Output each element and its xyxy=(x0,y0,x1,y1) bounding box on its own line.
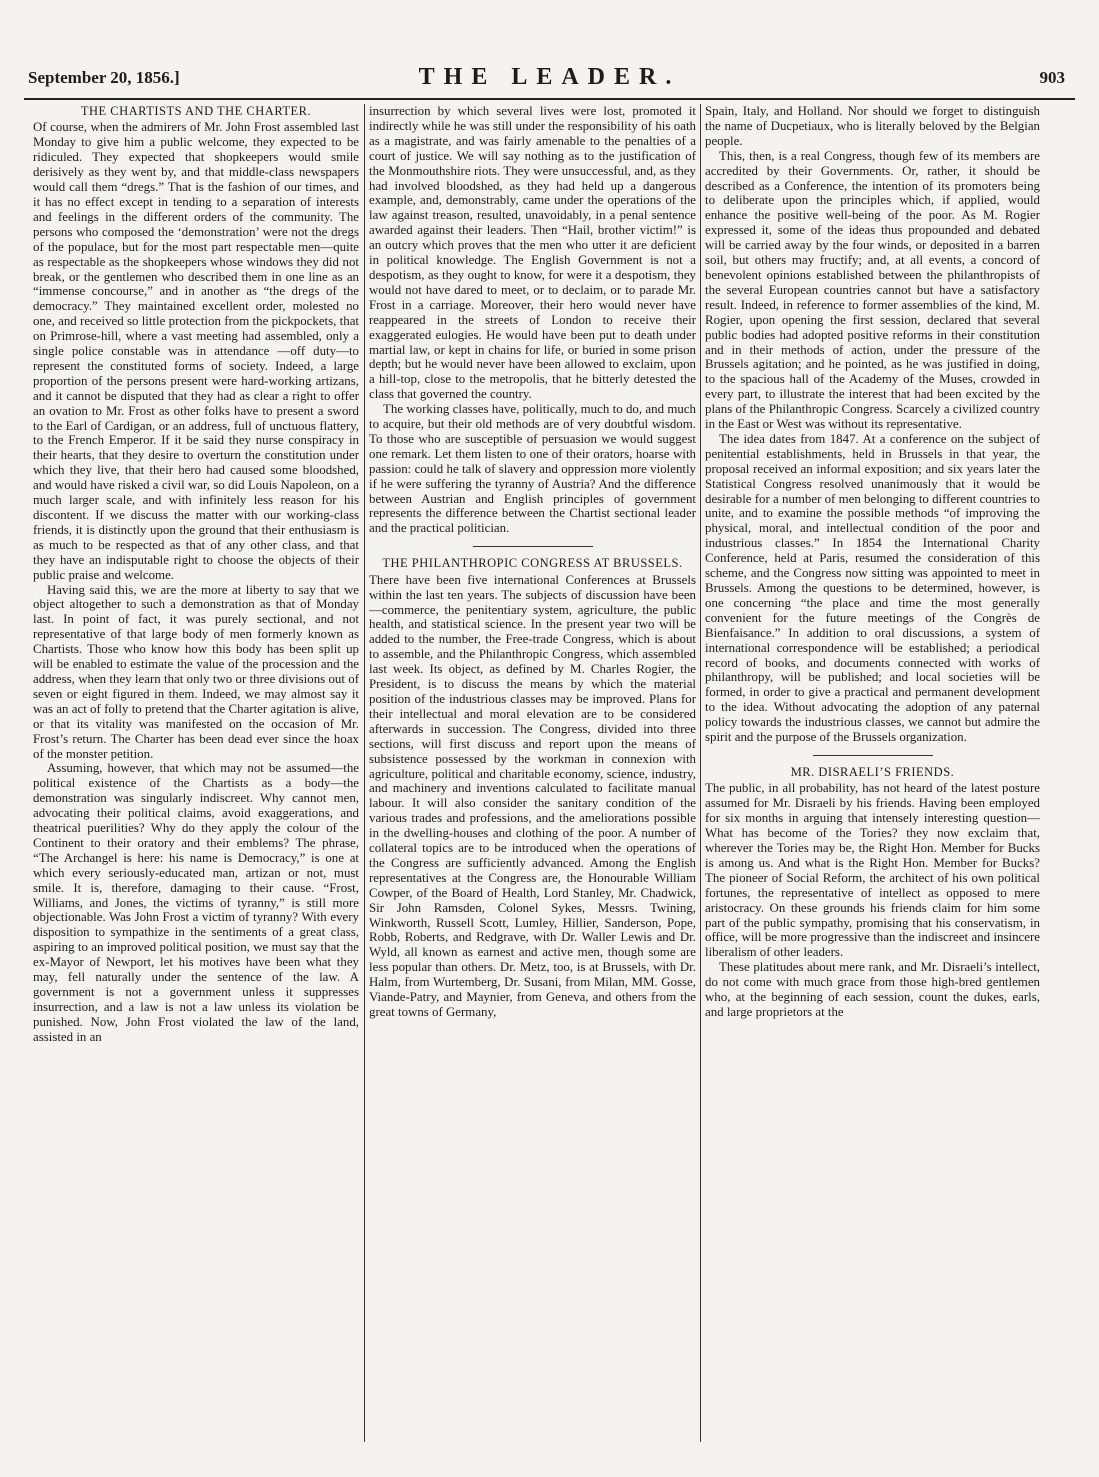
page-number: 903 xyxy=(1039,68,1065,87)
article-paragraph: There have been five international Conferences at Brussels within the last ten years. The subjects of discussion have been—commerce, the penitentiary system, agriculture, the public health, and statistical science. In the present year two will be added to the number, the Free-trade Congress, which is about to assemble, and the Philanthropic Congress, which assembled last week. Its object, as defined by M. Charles Rogier, the President, is to discuss the means by which the material position of the industrious classes may be improved. Plans for their intellectual and moral elevation are to be considered afterwards in succession. The Congress, divided into three sections, will first discuss and report upon the means of subsistence possessed by the workman in connexion with agriculture, political and charitable economy, science, industry, and machinery and inventions calculated to facilitate manual labour. It will also consider the sanitary condition of the various trades and professions, and the ameliorations possible in the dwelling-houses and clothing of the poor. A number of collateral topics are to be introduced when the operations of the Congress are sufficiently advanced. Among the English representatives at the Congress are, the Honourable William Cowper, of the Board of Health, Lord Stanley, Mr. Chadwick, Sir John Ramsden, Colonel Sykes, Messrs. Twining, Winkworth, Russell Scott, Lumley, Hillier, Sanderson, Pope, Robb, Roberts, and Redgrave, with Dr. Waller Lewis and Dr. Wyld, all known as earnest and active men, though some are less popular than others. Dr. Metz, too, is at Brussels, with Dr. Halm, from Wurtemberg, Dr. Susani, from Milan, MM. Gosse, Viande-Patry, and Maynier, from Geneva, and others from the great towns of Germany, xyxy=(369,572,696,1019)
article-headline: THE CHARTISTS AND THE CHARTER. xyxy=(80,104,312,118)
article-paragraph: These platitudes about mere rank, and Mr. Disraeli’s intellect, do not come with much grace from those high-bred gentlemen who, at the beginning of each session, count the dukes, earls, and large proprietors at the xyxy=(705,960,1040,1019)
article-headline: THE PHILANTHROPIC CONGRESS AT BRUSSELS. xyxy=(382,556,683,571)
column-3 xyxy=(705,104,1040,1442)
article-paragraph: Having said this, we are the more at liberty to say that we object altogether to such a demonstration as that of Monday last. In point of fact, it was purely sectional, and not representative of that large body of men formerly known as Chartists. Those who know how this body has been split up will be enabled to estimate the value of the procession and the address, when they learn that only two or three divisions out of seven or eight figured in them. Indeed, we may almost say it was an act of folly to pretend that the Charter agitation is alive, or that its vitality was manifested on the occasion of Mr. Frost’s return. The Charter has been dead ever since the hoax of the monster petition. xyxy=(33,582,359,761)
masthead-title: THE LEADER. xyxy=(418,64,681,90)
article-paragraph: insurrection by which several lives were lost, promoted it indirectly while he was still under the responsibility of his oath as a magistrate, and was fairly amenable to the penalties of a court of justice. We will say nothing as to the justification of the Monmouthshire riots. They were unsuccessful, and, as they had involved bloodshed, as they had held up a dangerous example, and, demonstrably, came under the operations of the law against treason, resulted, unavoidably, in a penal sentence awarded against their leaders. Then “Hail, brother victim!” is an outcry which proves that the men who utter it are deficient in political knowledge. The English Government is not a despotism, as they ought to know, for were it a despotism, they would not have dared to meet, or to declaim, or to parade Mr. Frost in a carriage. Moreover, their hero would never have reappeared in the streets of London to receive their exaggerated eulogies. He would have been put to death under martial law, or kept in chains for life, or buried in some prison depth; but he would never have been allowed to exclaim, upon a hill-top, close to the metropolis, that he bitterly detested the class that governed the country. xyxy=(369,104,696,402)
issue-date: September 20, 1856.] xyxy=(28,68,180,87)
article-paragraph: The idea dates from 1847. At a conference on the subject of penitential establishments, held in Brussels in that year, the proposal received an informal exposition; and six years later the Statistical Congress resolved unanimously that it would be desirable for a number of men belonging to different countries to unite, and to examine the possible methods “of improving the physical, moral, and intellectual condition of the poor and industrious classes.” In 1854 the International Charity Conference, held at Paris, resumed the consideration of this scheme, and the Congress now sitting was appointed to meet in Brussels. Among the questions to be determined, however, is one concerning “the place and time the most generally convenient for the future meetings of the Congrès de Bienfaisance.” In addition to oral discussions, a system of international correspondence will be established; a periodical record of books, and documents connected with works of philanthropy, will be published; and local societies will be formed, in order to give a practical and permanent development to the idea. Without advocating the adoption of any paternal policy towards the industrious classes, we cannot but admire the spirit and the purpose of the Brussels organization. xyxy=(705,431,1040,745)
page-header xyxy=(24,62,1075,100)
column-rule xyxy=(700,104,701,1442)
article-headline: MR. DISRAELI’S FRIENDS. xyxy=(790,764,955,779)
article-paragraph: The working classes have, politically, much to do, and much to acquire, but their old methods are of very doubtful wisdom. To those who are susceptible of persuasion we would suggest one remark. Let them listen to one of their orators, hoarse with passion: could he talk of slavery and oppression more violently if he were suffering the tyranny of Austria? And the difference between Austrian and English principles of government represents the difference between the Chartist sectional leader and the practical politician. xyxy=(369,402,696,536)
article-paragraph: Assuming, however, that which may not be assumed—the political existence of the Chartists as a body—the demonstration was singularly indiscreet. Why cannot men, advocating their political claims, avoid exaggerations, and theatrical puerilities? Why do they apply the colour of the Continent to their oratory and their emblems? The phrase, “The Archangel is here: his name is Democracy,” is one at which every seriously-educated man, artizan or not, must smile. It is, therefore, damaging to their cause. “Frost, Williams, and Jones, the victims of tyranny,” is still more objectionable. Was John Frost a victim of tyranny? With every disposition to sympathize in the sentiments of a great class, aspiring to an improved political position, we must say that the ex-Mayor of Newport, let his motives have been what they may, fell naturally under the sentence of the law. A government is not a government unless it suppresses insurrection, and a law is not a law unless its violation be punished. Now, John Frost violated the law of the land, assisted in an xyxy=(33,761,359,1044)
article-paragraph: This, then, is a real Congress, though few of its members are accredited by their Governments. Or, rather, it should be described as a Conference, the intention of its promoters being to deliberate upon the principles which, if applied, would enhance the positive well-being of the poor. As M. Rogier expressed it, some of the ideas thus propounded and debated will be carried away by the four winds, or deposited in a barren soil, but others may fructify; and, at all events, a concord of benevolent opinions established between the philanthropists of the several European countries cannot but have a satisfactory result. Indeed, in reference to former assemblies of the kind, M. Rogier, upon opening the first session, declared that several public bodies had adopted positive reforms in their constitution and in their methods of action, under the pressure of the Brussels agitation; and he pointed, as he was justified in doing, to the spacious hall of the Academy of the Muses, crowded in every part, to illustrate the interest that had been excited by the plans of the Philanthropic Congress. Scarcely a civilized country in the East or West was without its representative. xyxy=(705,148,1040,432)
column-1 xyxy=(33,104,359,1442)
section-divider xyxy=(473,546,593,547)
column-2 xyxy=(369,104,696,1442)
section-divider xyxy=(813,755,933,756)
article-paragraph: Spain, Italy, and Holland. Nor should we forget to distinguish the name of Ducpetiaux, who is literally beloved by the Belgian people. xyxy=(705,104,1040,148)
article-paragraph: Of course, when the admirers of Mr. John Frost assembled last Monday to give him a public welcome, they expected to be ridiculed. They expected that shopkeepers would smile derisively as they went by, and that middle-class newspapers would call them “dregs.” That is the fashion of our times, and it has no effect except in tending to a separation of interests and feelings in the different orders of the community. The persons who composed the ‘demonstration’ were not the dregs of the populace, but for the most part respectable men—quite as respectable as the shopkeepers whose windows they did not break, or the gentlemen who described them in one line as an “immense concourse,” and in another as “the dregs of the democracy.” They maintained excellent order, molested no one, and received so little protection from the pickpockets, that on Primrose-hill, where a vast meeting had assembled, only a single police constable was in attendance —off duty—to represent the constituted forms of society. Indeed, a large proportion of the persons present were hard-working artizans, and it cannot be disputed that they had as clear a right to offer an ovation to Mr. Frost as other folks have to present a sword to the Earl of Cardigan, or an address, full of unctuous flattery, to the French Emperor. If it be said they nurse conspiracy in their hearts, that they desire to overturn the constitution under which they live, that their hero had caused some bloodshed, and would have risked a civil war, so did Louis Napoleon, on a much larger scale, and with infinitely less reason for his discontent. If we discuss the matter with our working-class friends, it is distinctly upon the ground that their enthusiasm is as much to be respected as that of any other class, and that they have an indisputable right to choose the objects of their public praise and welcome. xyxy=(33,120,359,582)
column-rule xyxy=(364,104,365,1442)
article-paragraph: The public, in all probability, has not heard of the latest posture assumed for Mr. Disraeli by his friends. Having been employed for six months in arguing that intensely interesting question—What has become of the Tories? they now exclaim that, wherever the Tories may be, the Right Hon. Member for Bucks is among us. And what is the Right Hon. Member for Bucks? The pioneer of Social Reform, the architect of his own political fortunes, the representative of intellect as opposed to mere aristocracy. On these grounds his friends claim for him some part of the public sympathy, promising that his conservatism, in office, will be more progressive than the indiscreet and insincere liberalism of other leaders. xyxy=(705,781,1040,960)
